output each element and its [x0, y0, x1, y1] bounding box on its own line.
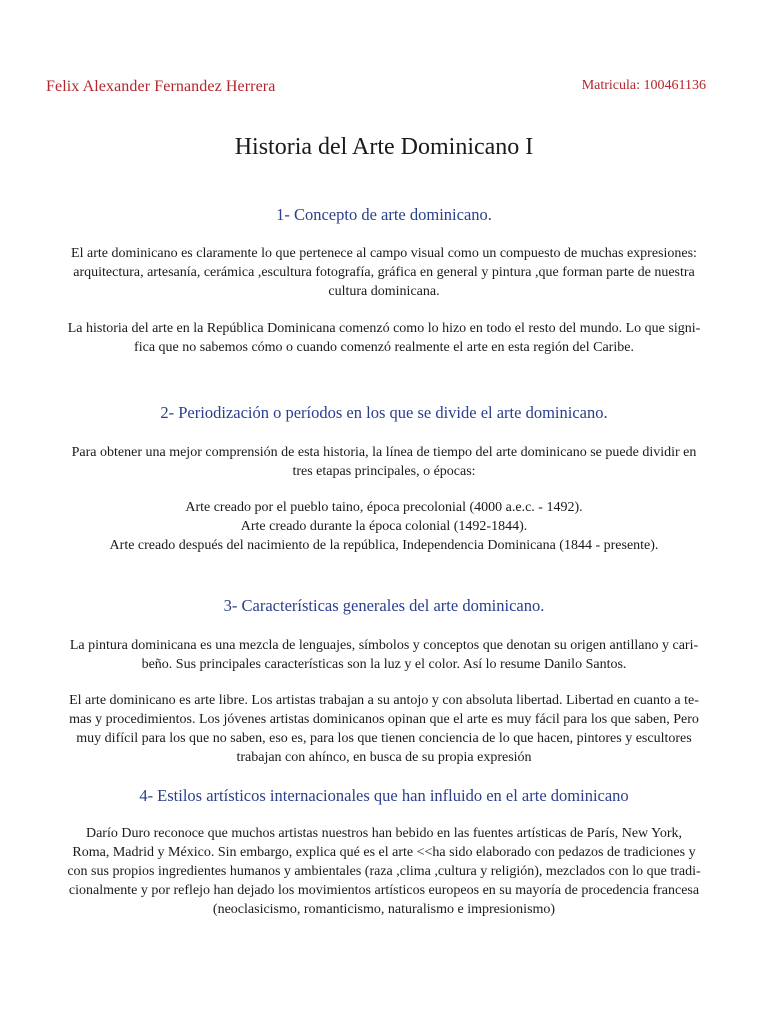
section-4-paragraph-1 [44, 824, 724, 919]
text-line: El arte dominicano es arte libre. Los artistas trabajan a su antojo y con absoluta libertad. Libertad en cuanto a te- [69, 693, 699, 708]
section-3-paragraph-1 [44, 636, 724, 674]
section-1-paragraph-1 [44, 244, 724, 301]
text-line: Para obtener una mejor comprensión de esta historia, la línea de tiempo del arte dominicano se puede dividir en [71, 445, 697, 460]
text-line: beño. Sus principales características son la luz y el color. Así lo resume Danilo Santos. [141, 657, 627, 672]
page-header [46, 78, 706, 100]
text-line: cionalmente y por reflejo han dejado los movimientos artísticos europeos en su mayoría de procedencia francesa [68, 883, 700, 898]
text-line: con sus propios ingredientes humanos y ambientales (raza ,clima ,cultura y religión), mezclados con lo que tradi- [67, 864, 701, 879]
section-heading-2: 2- Periodización o períodos en los que se divide el arte dominicano. [160, 403, 608, 422]
section-2-paragraph-1 [44, 443, 724, 481]
text-line: El arte dominicano es claramente lo que pertenece al campo visual como un compuesto de muchas expresiones: [71, 246, 697, 261]
text-line: fica que no sabemos cómo o cuando comenzó realmente el arte en esta región del Caribe. [134, 340, 634, 355]
period-item: Arte creado después del nacimiento de la república, Independencia Dominicana (1844 - presente). [109, 538, 659, 553]
section-3-paragraph-2 [44, 691, 724, 767]
period-list [44, 498, 724, 555]
text-line: mas y procedimientos. Los jóvenes artistas dominicanos opinan que el arte es muy fácil para los que saben, Pero [69, 712, 699, 727]
document-title: Historia del Arte Dominicano I [234, 134, 534, 160]
text-line: Roma, Madrid y México. Sin embargo, explica qué es el arte <<ha sido elaborado con pedazos de tradiciones y [72, 845, 696, 860]
student-id: Matricula: 100461136 [581, 78, 706, 93]
text-line: La pintura dominicana es una mezcla de lenguajes, símbolos y conceptos que denotan su origen antillano y cari- [69, 638, 699, 653]
author-name: Felix Alexander Fernandez Herrera [46, 78, 276, 95]
text-line: arquitectura, artesanía, cerámica ,escultura fotografía, gráfica en general y pintura ,que forman parte de nuestra [73, 265, 695, 280]
section-1-paragraph-2 [44, 319, 724, 357]
section-heading-4: 4- Estilos artísticos internacionales que han influido en el arte dominicano [139, 786, 629, 805]
text-line: cultura dominicana. [328, 284, 440, 299]
section-heading-3: 3- Características generales del arte dominicano. [223, 596, 545, 615]
period-item: Arte creado durante la época colonial (1492-1844). [240, 519, 528, 534]
period-item: Arte creado por el pueblo taino, época precolonial (4000 a.e.c. - 1492). [185, 500, 583, 515]
text-line: trabajan con ahínco, en busca de su propia expresión [236, 750, 532, 765]
text-line: muy difícil para los que no saben, eso es, para los que tienen conciencia de lo que hacen, pintores y escultores [76, 731, 692, 746]
section-heading-1: 1- Concepto de arte dominicano. [276, 205, 492, 224]
text-line: La historia del arte en la República Dominicana comenzó como lo hizo en todo el resto del mundo. Lo que signi- [67, 321, 701, 336]
text-line: (neoclasicismo, romanticismo, naturalismo e impresionismo) [212, 902, 556, 917]
text-line: tres etapas principales, o épocas: [292, 464, 476, 479]
text-line: Darío Duro reconoce que muchos artistas nuestros han bebido en las fuentes artísticas de París, New York, [85, 826, 683, 841]
